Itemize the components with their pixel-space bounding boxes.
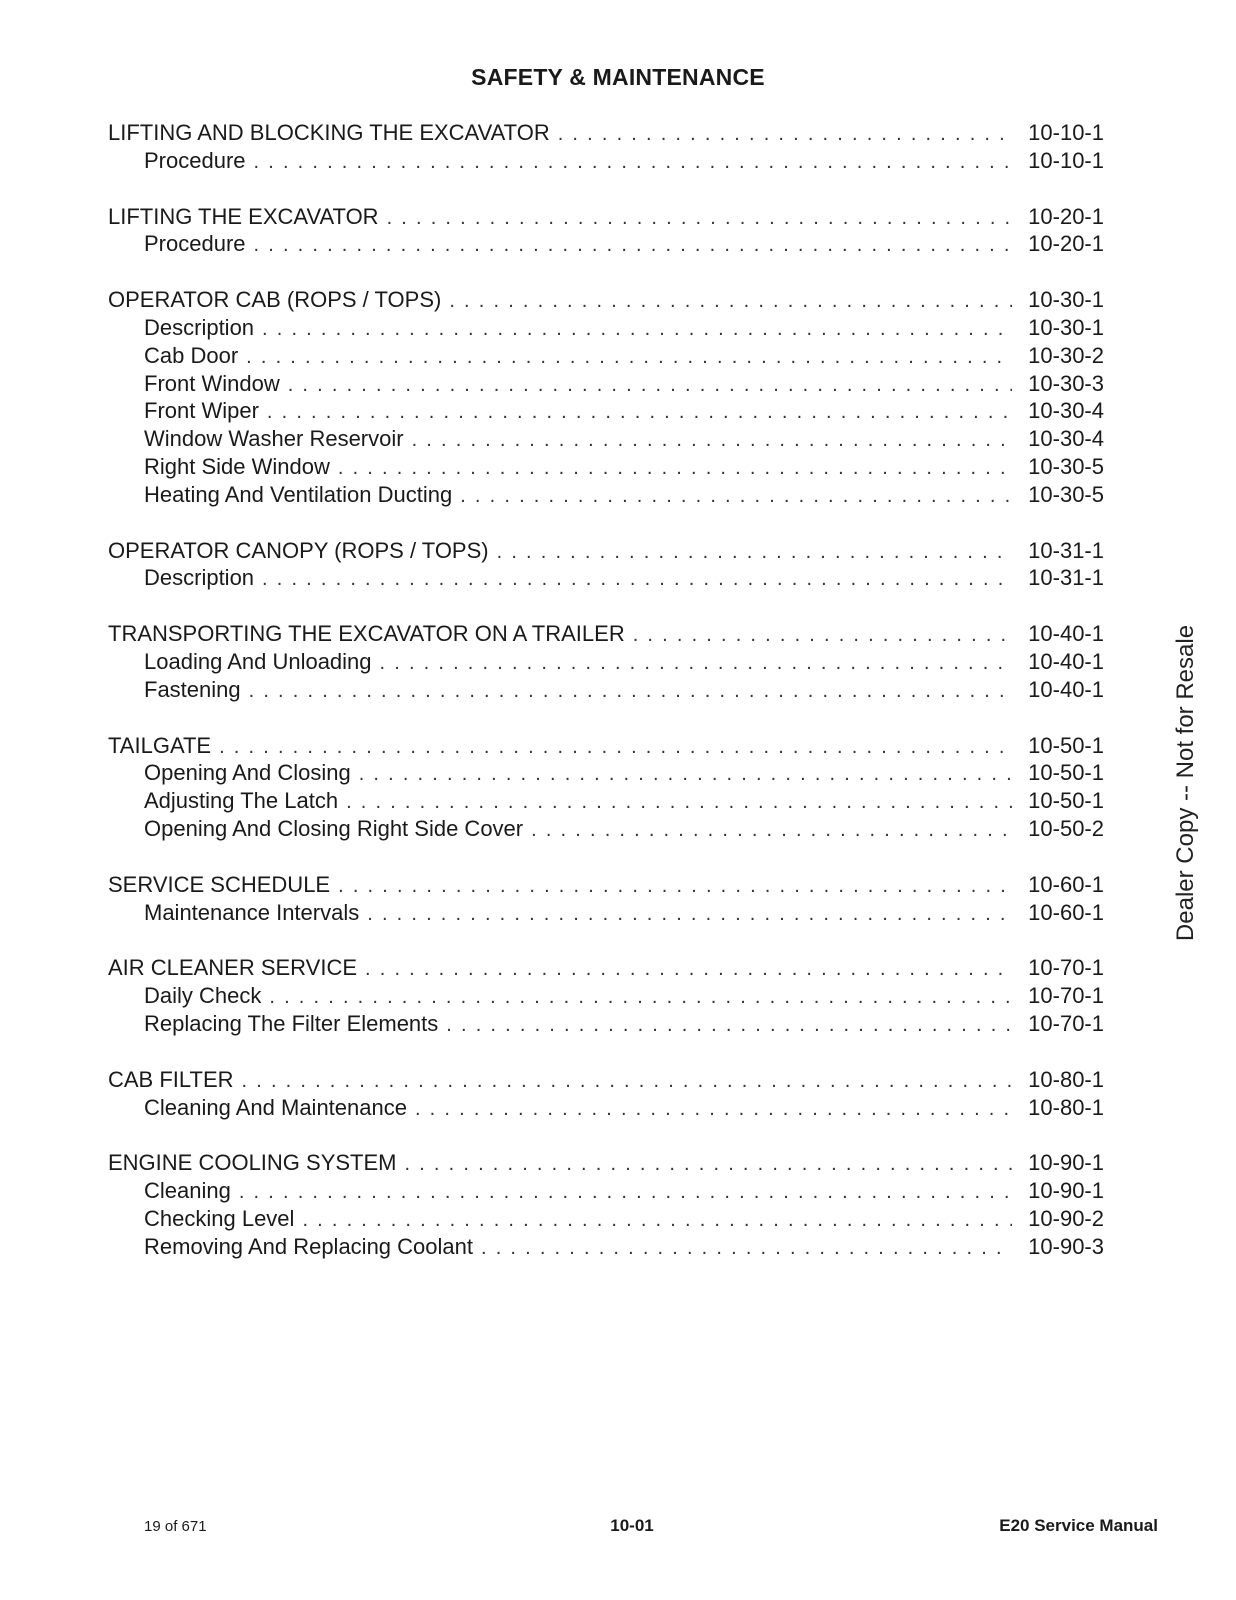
toc-subentry[interactable] [108,676,1104,704]
toc-page-number: 10-40-1 [1028,676,1104,702]
toc-subentry[interactable] [108,1094,1104,1122]
toc-page-number: 10-50-2 [1028,815,1104,841]
toc-page-number: 10-80-1 [1028,1066,1104,1092]
toc-heading-entry[interactable] [108,119,1104,147]
toc-subentry-label: Removing And Replacing Coolant [144,1233,473,1259]
toc-page-number: 10-31-1 [1028,565,1104,591]
toc-subentry-label: Heating And Ventilation Ducting [144,481,453,507]
toc-section [108,620,1104,703]
dot-leader [288,372,1012,400]
toc-section [108,203,1104,259]
toc-subentry-label: Adjusting The Latch [144,788,339,814]
toc-page-number: 10-30-4 [1028,398,1104,424]
toc-heading-entry[interactable] [108,1066,1104,1094]
toc-page-number: 10-30-3 [1028,370,1104,396]
toc-subentry[interactable] [108,147,1104,175]
toc-heading-label: CAB FILTER [108,1066,234,1092]
toc-section [108,537,1104,593]
toc-section [108,1149,1104,1260]
toc-subentry[interactable] [108,564,1104,592]
toc-subentry-label: Window Washer Reservoir [144,426,404,452]
toc-subentry[interactable] [108,648,1104,676]
toc-subentry[interactable] [108,397,1104,425]
toc-heading-entry[interactable] [108,954,1104,982]
toc-page-number: 10-10-1 [1028,147,1104,173]
toc-subentry-label: Procedure [144,147,246,173]
toc-heading-label: LIFTING THE EXCAVATOR [108,203,379,229]
toc-page-number: 10-10-1 [1028,120,1104,145]
dot-leader [262,316,1012,344]
toc-page-number: 10-50-1 [1028,732,1104,758]
toc-page-number: 10-70-1 [1028,955,1104,981]
toc-subentry-label: Description [144,565,255,591]
toc-heading-label: LIFTING AND BLOCKING THE EXCAVATOR [108,120,550,145]
dot-leader [249,678,1012,706]
toc-page-number: 10-50-1 [1028,788,1104,814]
toc-page-number: 10-40-1 [1028,648,1104,674]
toc-subentry[interactable] [108,481,1104,509]
toc-heading-label: TAILGATE [108,732,212,758]
toc-subentry[interactable] [108,1205,1104,1233]
toc-subentry-label: Cleaning [144,1178,231,1204]
dot-leader [449,288,1012,316]
toc-subentry-label: Description [144,314,255,340]
side-watermark: Dealer Copy -- Not for Resale [1172,624,1199,942]
dot-leader [242,1068,1012,1096]
toc-subentry-label: Loading And Unloading [144,648,372,674]
toc-page-number: 10-80-1 [1028,1094,1104,1120]
dot-leader [531,817,1012,845]
toc-heading-entry[interactable] [108,537,1104,565]
toc-heading-entry[interactable] [108,871,1104,899]
dot-leader [387,205,1012,233]
toc-subentry[interactable] [108,982,1104,1010]
dot-leader [558,121,1012,149]
footer-page-count: 19 of 671 [144,1518,207,1535]
toc-subentry[interactable] [108,314,1104,342]
toc-page-number: 10-30-2 [1028,342,1104,368]
toc-heading-entry[interactable] [108,203,1104,231]
toc-subentry-label: Cleaning And Maintenance [144,1094,407,1120]
dot-leader [359,761,1012,789]
toc-section [108,1066,1104,1122]
toc-page-number: 10-20-1 [1028,231,1104,257]
toc-heading-entry[interactable] [108,732,1104,760]
toc-subentry[interactable] [108,1233,1104,1261]
dot-leader [338,873,1012,901]
toc-page-number: 10-30-4 [1028,426,1104,452]
toc-subentry-label: Front Window [144,370,280,396]
toc-heading-entry[interactable] [108,286,1104,314]
toc-page-number: 10-31-1 [1028,537,1104,563]
dot-leader [412,427,1012,455]
toc-heading-entry[interactable] [108,620,1104,648]
toc-page-number: 10-90-1 [1028,1178,1104,1204]
dot-leader [481,1235,1012,1263]
toc-subentry[interactable] [108,815,1104,843]
toc-heading-label: AIR CLEANER SERVICE [108,955,358,981]
dot-leader [246,344,1012,372]
toc-page-number: 10-20-1 [1028,203,1104,229]
toc-heading-label: OPERATOR CAB (ROPS / TOPS) [108,287,442,313]
dot-leader [262,566,1012,594]
toc-page-number: 10-70-1 [1028,1010,1104,1036]
dot-leader [380,650,1012,678]
toc-heading-entry[interactable] [108,1149,1104,1177]
dot-leader [367,901,1012,929]
toc-page-number: 10-60-1 [1028,871,1104,897]
dot-leader [269,984,1012,1012]
toc-subentry[interactable] [108,425,1104,453]
toc-subentry[interactable] [108,453,1104,481]
toc-subentry-label: Cab Door [144,342,239,368]
toc-section [108,954,1104,1037]
page-title: SAFETY & MAINTENANCE [471,64,765,90]
toc-subentry-label: Checking Level [144,1205,295,1231]
dot-leader [405,1151,1013,1179]
dot-leader [460,483,1012,511]
toc-page-number: 10-30-1 [1028,287,1104,313]
toc-section [108,732,1104,843]
toc-subentry[interactable] [108,759,1104,787]
dot-leader [267,399,1012,427]
toc-subentry[interactable] [108,1010,1104,1038]
dot-leader [633,622,1012,650]
toc-subentry-label: Opening And Closing Right Side Cover [144,815,524,841]
toc-heading-label: OPERATOR CANOPY (ROPS / TOPS) [108,537,489,563]
toc-page-number: 10-40-1 [1028,621,1104,647]
toc-subentry[interactable] [108,787,1104,815]
toc-page-number: 10-90-1 [1028,1150,1104,1176]
toc-page-number: 10-30-1 [1028,314,1104,340]
toc-page-number: 10-90-2 [1028,1205,1104,1231]
toc-subentry-label: Right Side Window [144,453,330,479]
toc-subentry-label: Fastening [144,676,241,702]
toc-subentry-label: Maintenance Intervals [144,899,360,925]
toc-heading-label: ENGINE COOLING SYSTEM [108,1150,397,1176]
footer-manual-name: E20 Service Manual [999,1516,1158,1535]
table-of-contents [108,119,1104,1289]
toc-page-number: 10-70-1 [1028,983,1104,1009]
toc-page-number: 10-60-1 [1028,899,1104,925]
toc-section [108,871,1104,927]
toc-subentry-label: Opening And Closing [144,760,351,786]
dot-leader [446,1012,1012,1040]
toc-subentry-label: Front Wiper [144,398,259,424]
dot-leader [415,1096,1012,1124]
dot-leader [346,789,1012,817]
dot-leader [254,149,1012,177]
toc-subentry[interactable] [108,342,1104,370]
toc-section [108,286,1104,508]
toc-heading-label: SERVICE SCHEDULE [108,871,331,897]
dot-leader [239,1179,1012,1207]
dot-leader [338,455,1012,483]
toc-heading-label: TRANSPORTING THE EXCAVATOR ON A TRAILER [108,621,625,647]
footer-page-number: 10-01 [610,1516,654,1535]
dot-leader [219,734,1012,762]
toc-subentry-label: Daily Check [144,983,262,1009]
toc-section [108,119,1104,175]
toc-page-number: 10-30-5 [1028,481,1104,507]
dot-leader [302,1207,1012,1235]
toc-subentry[interactable] [108,1177,1104,1205]
dot-leader [254,232,1012,260]
toc-subentry[interactable] [108,899,1104,927]
dot-leader [497,539,1012,567]
toc-subentry[interactable] [108,370,1104,398]
toc-page-number: 10-90-3 [1028,1233,1104,1259]
toc-subentry[interactable] [108,230,1104,258]
toc-subentry-label: Replacing The Filter Elements [144,1010,439,1036]
toc-page-number: 10-50-1 [1028,760,1104,786]
toc-subentry-label: Procedure [144,231,246,257]
toc-page-number: 10-30-5 [1028,453,1104,479]
dot-leader [365,956,1012,984]
